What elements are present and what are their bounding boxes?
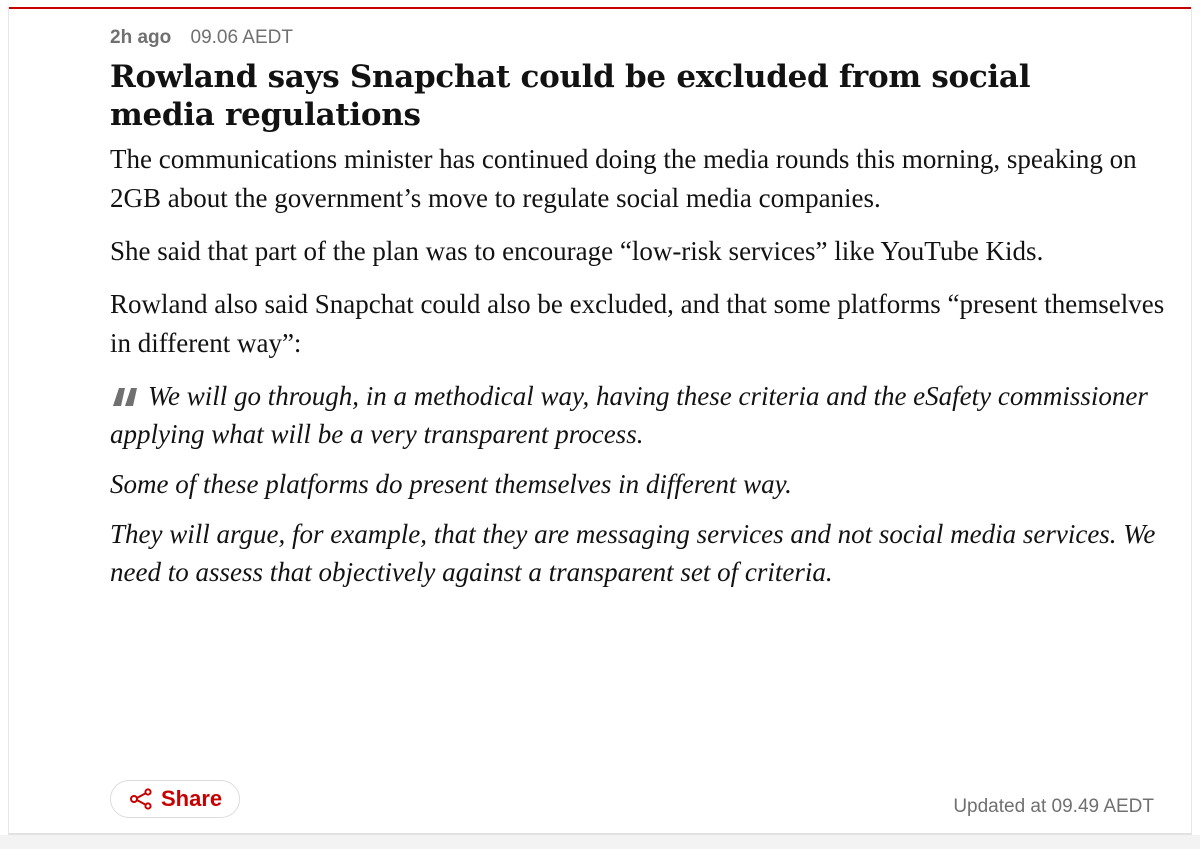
quote-text: We will go through, in a methodical way, having these criteria and the eSafety commissioner applying what will be a very transparent process. [110,381,1148,449]
post-headline: Rowland says Snapchat could be excluded from social media regulations [110,59,1031,133]
post-body [110,140,1170,363]
quote-paragraph [110,377,1170,453]
block-quote [110,377,1170,591]
updated-timestamp: Updated at 09.49 AEDT [953,796,1154,817]
body-paragraph: Rowland also said Snapchat could also be excluded, and that some platforms “present themselves in different way”: [110,289,1165,358]
share-icon [129,787,153,811]
quote-paragraph: Some of these platforms do present themselves in different way. [110,469,792,499]
accent-top-rule [8,7,1192,9]
share-button-label: Share [161,786,223,811]
share-button[interactable] [110,780,240,818]
body-paragraph: She said that part of the plan was to encourage “low-risk services” like YouTube Kids. [110,236,1044,266]
time-ago-link[interactable]: 2h ago [110,27,172,48]
post-timestamp: 09.06 AEDT [190,27,293,48]
card-border-right [1191,7,1192,833]
card-border-left [8,7,9,833]
page-background-band [0,835,1200,849]
post-content [110,26,1170,607]
post-meta [110,26,1170,50]
quote-mark-icon [110,378,140,398]
quote-paragraph: They will argue, for example, that they are messaging services and not social media services. We need to assess that objectively against a transparent set of criteria. [110,519,1156,587]
body-paragraph: The communications minister has continued doing the media rounds this morning, speaking on 2GB about the government’s move to regulate social media companies. [110,144,1137,213]
